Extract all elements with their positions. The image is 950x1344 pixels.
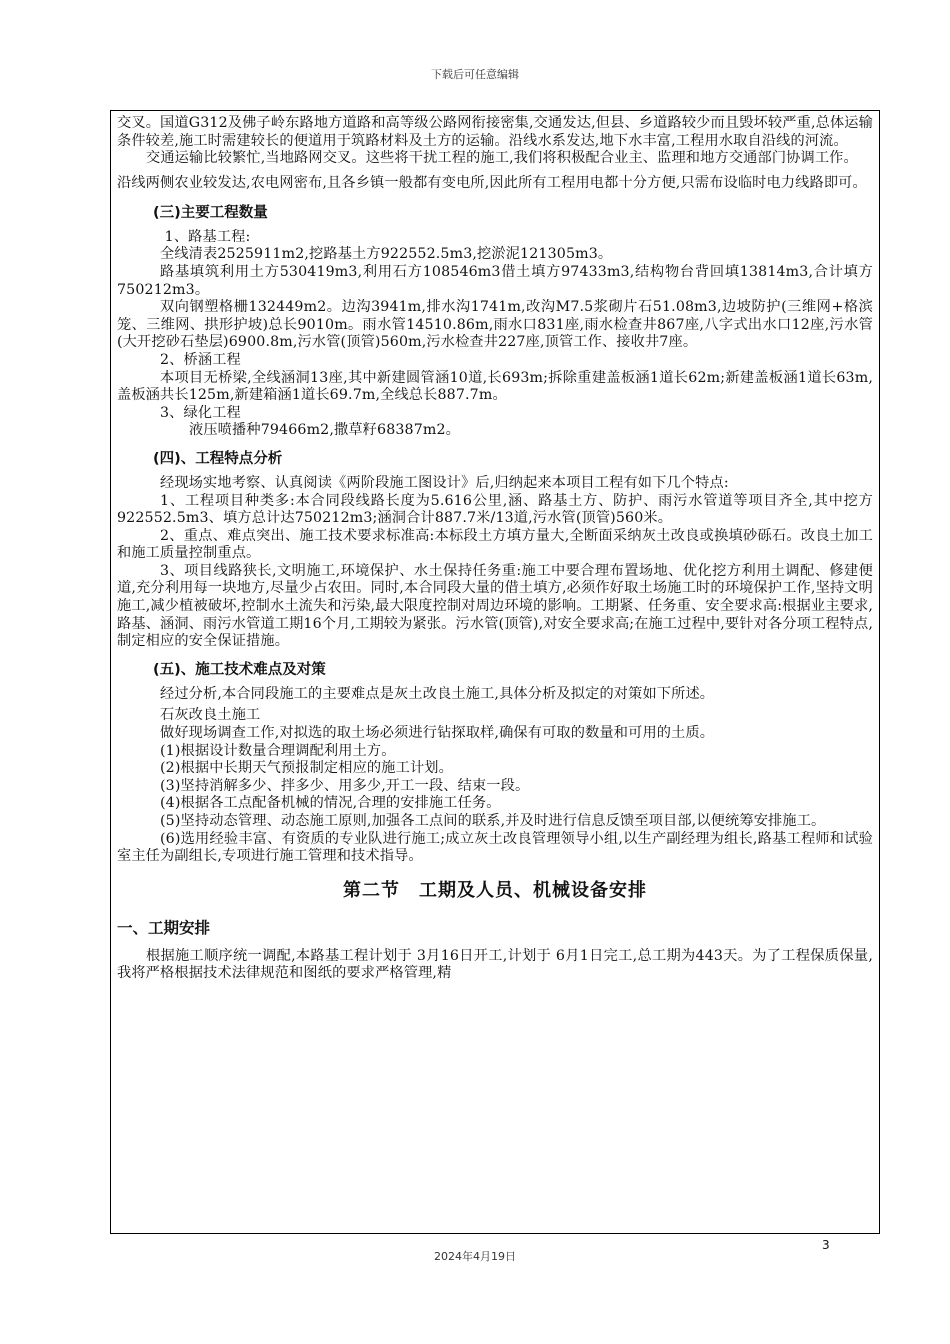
section-3-heading: (三)主要工程数量 bbox=[153, 204, 268, 221]
page-header: 下载后可任意编辑 bbox=[431, 68, 519, 81]
survey-paragraph: 做好现场调查工作,对拟选的取土场必须进行钻探取样,确保有可取的数量和可用的土质。 bbox=[160, 725, 715, 742]
content-body bbox=[117, 115, 873, 983]
green-title: 3、绿化工程 bbox=[160, 404, 241, 421]
measure-item-6: (6)选用经验丰富、有资质的专业队进行施工;成立灰土改良管理领导小组,以生产副经理为组长,路基工程师和试验室主任为副组长,专项进行施工管理和技术指导。 bbox=[117, 830, 873, 865]
section-4-heading: (四)、工程特点分析 bbox=[153, 450, 283, 467]
measure-item-2: (2)根据中长期天气预报制定相应的施工计划。 bbox=[160, 760, 453, 777]
paragraph-transport: 交叉。国道G312及佛子岭东路地方道路和高等级公路网衔接密集,交通发达,但县、乡道路较少而且毁坏较严重,总体运输条件较差,施工时需建较长的便道用于筑路材料及土方的运输。沿线水系发达,地下水丰富,工程用水取自沿线的河流。 bbox=[117, 115, 873, 149]
page-number: 3 bbox=[822, 1238, 830, 1252]
measure-item-1: (1)根据设计数量合理调配利用土方。 bbox=[160, 742, 396, 759]
bridge-line-1: 本项目无桥梁,全线涵洞13座,其中新建圆管涵10道,长693m;拆除重建盖板涵1道长62m;新建盖板涵1道长63m,盖板涵共长125m,新建箱涵1道长69.7m,全线总长887.7m。 bbox=[117, 369, 873, 404]
measure-item-5: (5)坚持动态管理、动态施工原则,加强各工点间的联系,并及时进行信息反馈至项目部,以便统筹安排施工。 bbox=[160, 813, 826, 829]
feature-3: 3、项目线路狭长,文明施工,环境保护、水土保持任务重:施工中要合理布置场地、优化挖方利用土调配、修建便道,充分利用每一块地方,尽量少占农田。同时,本合同段大量的借土填方,必须作好取土场施工时的环境保护工作,坚持文明施工,减少植被破坏,控制水土流失和污染,最大限度控制对周边环境的影响。工期紧、任务重、安全要求高:根据业主要求,路基、涵洞、雨污水管道工期16个月,工期较为紧张。污水管(顶管),对安全要求高;在施工过程中,要针对各分项工程特点,制定相应的安全保证措施。 bbox=[117, 562, 873, 650]
roadbed-line-3: 双向钢塑格栅132449m2。边沟3941m,排水沟1741m,改沟M7.5浆砌片石51.08m3,边坡防护(三维网+格滨笼、三维网、拱形护坡)总长9010m。雨水管14510.86m,雨水口831座,雨水检查井867座,八字式出水口12座,污水管(大开挖砂石垫层)6900.8m,污水管(顶管)560m,污水检查井227座,顶管工作、接收井7座。 bbox=[117, 299, 873, 351]
green-line-1: 液压喷播种79466m2,撒草籽68387m2。 bbox=[189, 422, 461, 439]
feature-2: 2、重点、难点突出、施工技术要求标准高:本标段土方填方量大,全断面采纳灰土改良或换填砂砾石。改良土加工和施工质量控制重点。 bbox=[117, 527, 873, 562]
paragraph-power: 沿线两侧农业较发达,农电网密布,且各乡镇一般都有变电所,因此所有工程用电都十分方便,只需布设临时电力线路即可。 bbox=[117, 174, 867, 191]
measure-item-3: (3)坚持消解多少、拌多少、用多少,开工一段、结束一段。 bbox=[160, 777, 530, 794]
section-5-heading: (五)、施工技术难点及对策 bbox=[153, 661, 326, 678]
schedule-paragraph: 根据施工顺序统一调配,本路基工程计划于 3月16日开工,计划于 6月1日完工,总工期为443天。为了工程保质保量,我将严格根据技术法律规范和图纸的要求严格管理,精 bbox=[117, 947, 873, 982]
features-intro: 经现场实地考察、认真阅读《两阶段施工图设计》后,归纳起来本项目工程有如下几个特点: bbox=[160, 474, 729, 491]
schedule-heading: 一、工期安排 bbox=[117, 918, 211, 937]
lime-soil-subtitle: 石灰改良土施工 bbox=[160, 707, 261, 724]
roadbed-line-2: 路基填筑利用土方530419m3,利用石方108546m3借土填方97433m3,结构物台背回填13814m3,合计填方750212m3。 bbox=[117, 263, 873, 298]
difficulty-intro: 经过分析,本合同段施工的主要难点是灰土改良土施工,具体分析及拟定的对策如下所述。 bbox=[160, 685, 715, 702]
content-frame bbox=[110, 110, 880, 1234]
roadbed-title: 1、路基工程: bbox=[160, 228, 251, 245]
paragraph-traffic: 交通运输比较繁忙,当地路网交叉。这些将干扰工程的施工,我们将积极配合业主、监理和地方交通部门协调工作。 bbox=[146, 150, 858, 167]
measure-item-4: (4)根据各工点配备机械的情况,合理的安排施工任务。 bbox=[160, 795, 501, 812]
roadbed-line-1: 全线清表2525911m2,挖路基土方922552.5m3,挖淤泥121305m3。 bbox=[160, 246, 613, 263]
page-footer-date: 2024年4月19日 bbox=[434, 1250, 516, 1263]
chapter-heading: 第二节 工期及人员、机械设备安排 bbox=[343, 879, 647, 901]
feature-1: 1、工程项目种类多:本合同段线路长度为5.616公里,涵、路基土方、防护、雨污水管道等项目齐全,其中挖方922552.5m3、填方总计达750212m3;涵洞合计887.7米/13道,污水管(顶管)560米。 bbox=[117, 492, 873, 527]
bridge-title: 2、桥涵工程 bbox=[160, 351, 241, 368]
